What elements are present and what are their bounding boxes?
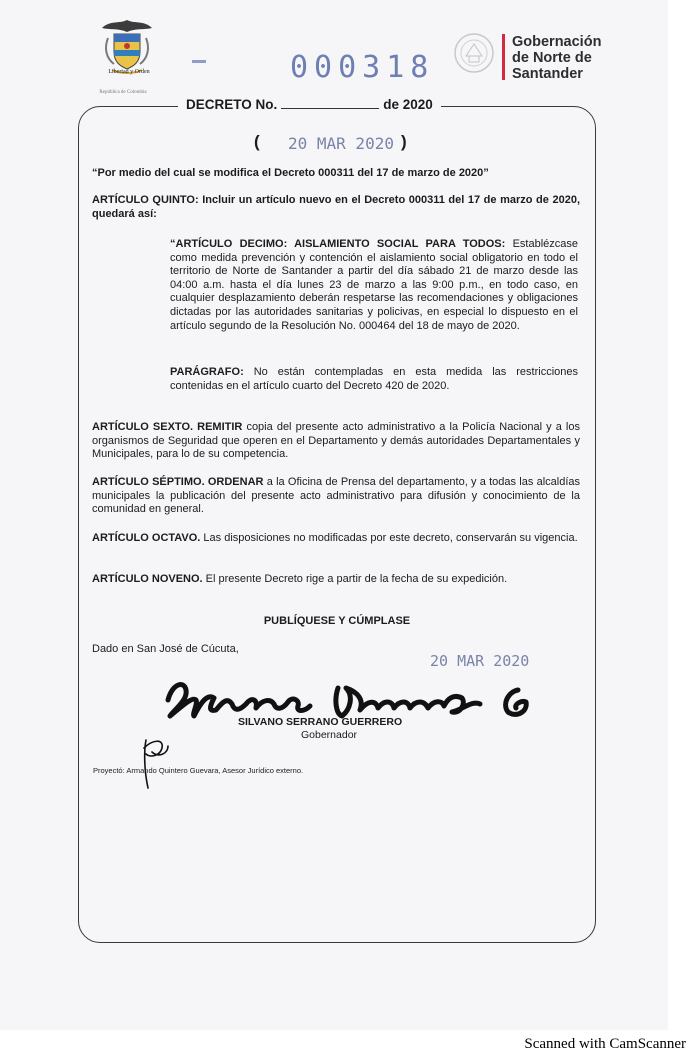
republic-caption: República de Colombia [99, 90, 147, 95]
reviewer-initials [138, 730, 174, 792]
colombia-coat-of-arms-icon [96, 18, 158, 76]
decree-number-line [178, 97, 441, 112]
article-8-heading: ARTÍCULO OCTAVO. [92, 532, 201, 544]
gov-line-1: Gobernación [512, 34, 602, 50]
norte-de-santander-seal-icon [452, 28, 496, 78]
stamp-dash [192, 60, 206, 63]
article-9 [92, 573, 580, 587]
crest-caption: Libertad y Orden [108, 69, 150, 75]
article-9-heading: ARTÍCULO NOVENO. [92, 573, 203, 585]
projected-by-note: Proyectó: Armando Quintero Guevara, Asesor Jurídico externo. [93, 766, 304, 775]
paren-close: ) [401, 132, 407, 151]
given-place: Dado en San José de Cúcuta, [92, 643, 239, 655]
decree-date-stamp: 20 MAR 2020 [288, 134, 394, 153]
decree-title: “Por medio del cual se modifica el Decreto 000311 del 17 de marzo de 2020” [92, 167, 489, 179]
decree-stamp-number: 000318 [290, 50, 435, 85]
scan-margin [668, 0, 700, 1030]
paragraph [170, 366, 578, 393]
article-10 [170, 238, 578, 333]
article-6 [92, 421, 580, 462]
decree-frame [78, 106, 596, 943]
article-5-heading: ARTÍCULO QUINTO: [92, 194, 199, 206]
paren-open: ( [254, 132, 260, 151]
camscanner-watermark: Scanned with CamScanner [524, 1036, 686, 1052]
article-5-text: Incluir un artículo nuevo en el Decreto 000311 del 17 de marzo de 2020, quedará así: [92, 194, 580, 220]
article-10-heading: “ARTÍCULO DECIMO: AISLAMIENTO SOCIAL PARA TODOS: [170, 238, 506, 250]
article-7-text: a la Oficina de Prensa del departamento, y a todas las alcaldías municipales la publicación del presente acto administrativo para difusión y conocimiento de la comunidad en general. [92, 476, 580, 516]
gov-line-2: de Norte de [512, 50, 592, 66]
governorate-name [512, 34, 622, 82]
article-7 [92, 476, 580, 517]
decree-year: de 2020 [383, 97, 433, 112]
decree-number-blank [281, 108, 379, 109]
publish-statement: PUBLÍQUESE Y CÚMPLASE [263, 615, 411, 627]
article-10-text: Establézcase como medida prevención y contención el aislamiento social obligatorio en todo el territorio de Norte de Santander a partir del día sábado 21 de marzo desde las 04:00 a.m. hasta el día lunes 23 de marzo a las 9:00 p.m., en todo caso, en cualquier desplazamiento deberán respetarse las recomendaciones y obligaciones dictadas por las autoridades sanitarias y policivas, en especial lo dispuesto en el artículo segundo de la Resolución No. 000464 del 18 de mayo de 2020. [170, 238, 578, 332]
article-7-heading: ARTÍCULO SÉPTIMO. ORDENAR [92, 476, 264, 488]
article-8-text: Las disposiciones no modificadas por este decreto, conservarán su vigencia. [200, 532, 578, 544]
article-8 [92, 532, 580, 546]
paragraph-heading: PARÁGRAFO: [170, 366, 244, 378]
signer-name: SILVANO SERRANO GUERRERO [238, 716, 403, 728]
signer-title: Gobernador [301, 729, 358, 741]
decree-label: DECRETO No. [186, 97, 278, 112]
article-6-text: copia del presente acto administrativo a la Policía Nacional y a los organismos de Seguridad que operen en el Departamento y demás autoridades Departamentales y Municipales, para lo de su competencia. [92, 421, 580, 461]
gov-line-3: Santander [512, 66, 583, 82]
paragraph-text: No están contempladas en esta medida las restricciones contenidas en el artículo cuarto del Decreto 420 de 2020. [170, 366, 578, 392]
article-9-text: El presente Decreto rige a partir de la fecha de su expedición. [202, 573, 508, 585]
brand-divider [502, 34, 505, 80]
article-6-heading: ARTÍCULO SEXTO. REMITIR [92, 421, 243, 433]
signature-date-stamp: 20 MAR 2020 [430, 652, 530, 670]
article-5 [92, 194, 580, 221]
